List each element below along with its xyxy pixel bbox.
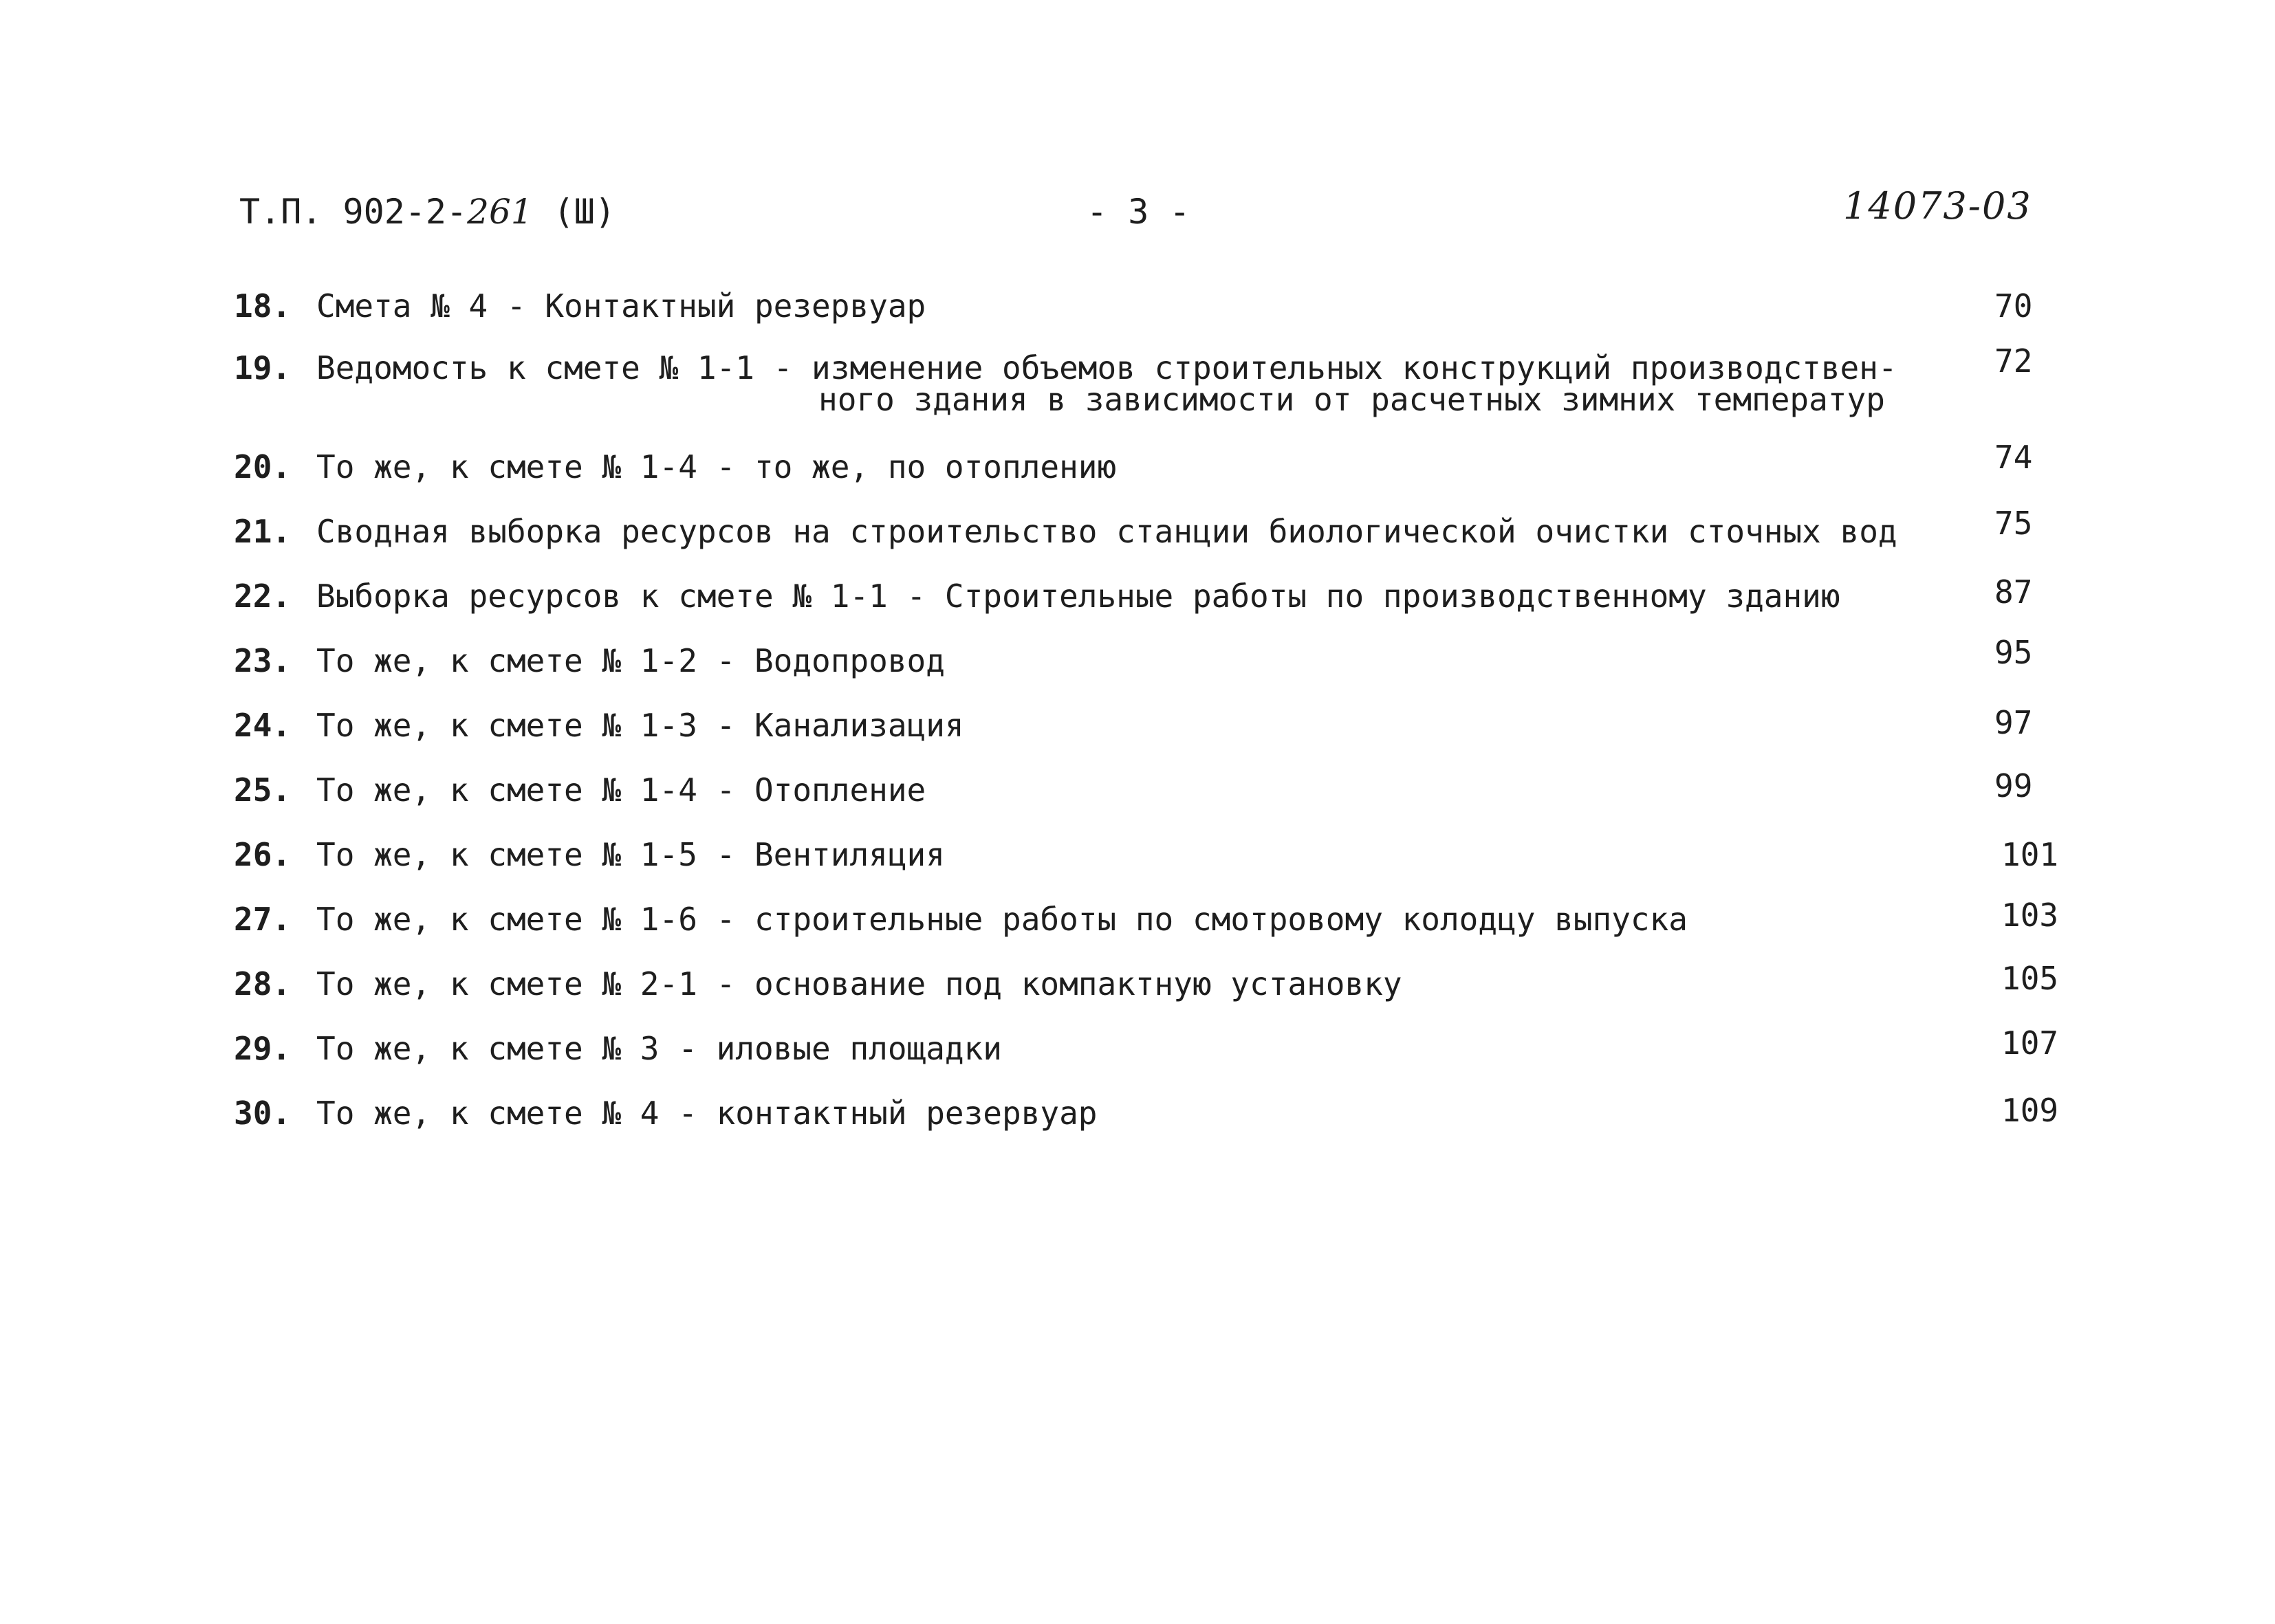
toc-item-page: 97 (1994, 704, 2033, 741)
toc-item-title: То же, к смете № 1-6 - строительные работы по смотровому колодцу выпуска (316, 901, 1688, 938)
toc-item-page: 99 (1994, 767, 2033, 804)
toc-item-page: 103 (2001, 897, 2059, 934)
toc-item-title: То же, к смете № 1-4 - то же, по отоплению (316, 448, 1117, 485)
toc-item-number: 25. (234, 771, 292, 809)
toc-item-title: Выборка ресурсов к смете № 1-1 - Строительные работы по производственному зданию (316, 578, 1840, 615)
toc-item-number: 30. (234, 1095, 292, 1132)
toc-item-number: 28. (234, 965, 292, 1002)
toc-item-number: 20. (234, 448, 292, 485)
toc-item-number: 22. (234, 578, 292, 615)
doc-code-handwritten: 261 (467, 192, 533, 232)
doc-code (239, 184, 616, 239)
page-header (0, 184, 2275, 239)
toc-item-title: Смета № 4 - Контактный резервуар (316, 287, 926, 325)
page-number: - 3 - (1087, 192, 1190, 232)
toc-item-page: 109 (2001, 1092, 2059, 1129)
toc-item-page: 70 (1994, 287, 2033, 325)
toc-item-title: То же, к смете № 4 - контактный резервуар (316, 1095, 1098, 1132)
toc-item-number: 24. (234, 707, 292, 744)
toc-item-page: 87 (1994, 573, 2033, 611)
toc-item-page: 72 (1994, 342, 2033, 380)
toc-item-number: 21. (234, 513, 292, 550)
toc-item-number: 27. (234, 901, 292, 938)
toc-item-page: 95 (1994, 634, 2033, 671)
toc-item-title-continuation: ного здания в зависимости от расчетных зимних температур (818, 381, 1885, 418)
toc-item-number: 23. (234, 642, 292, 679)
doc-code-suffix: (Ш) (532, 192, 616, 232)
toc-item-number: 19. (234, 349, 292, 386)
toc-item-page: 101 (2001, 836, 2059, 873)
toc-item-title: То же, к смете № 1-4 - Отопление (316, 771, 926, 809)
archive-number: 14073-03 (1843, 184, 2032, 228)
toc-item-title: То же, к смете № 2-1 - основание под компактную установку (316, 965, 1402, 1002)
toc-item-title: Ведомость к смете № 1-1 - изменение объемов строительных конструкций производствен- (316, 349, 1897, 386)
toc-item-page: 105 (2001, 960, 2059, 997)
toc-item-title-block (316, 349, 1926, 418)
toc-item-title: То же, к смете № 1-5 - Вентиляция (316, 836, 945, 873)
toc-item-number: 18. (234, 287, 292, 325)
toc-item-page: 74 (1994, 439, 2033, 476)
toc-item-page: 107 (2001, 1024, 2059, 1062)
toc-item-title: Сводная выборка ресурсов на строительство станции биологической очистки сточных вод (316, 513, 1897, 550)
toc-item-title: То же, к смете № 1-2 - Водопровод (316, 642, 945, 679)
toc-item-title: То же, к смете № 3 - иловые площадки (316, 1030, 1002, 1067)
doc-code-prefix: Т.П. 902-2- (239, 192, 468, 232)
toc-item-title: То же, к смете № 1-3 - Канализация (316, 707, 964, 744)
toc-item-page: 75 (1994, 505, 2033, 542)
toc-item-number: 29. (234, 1030, 292, 1067)
toc-item-number: 26. (234, 836, 292, 873)
